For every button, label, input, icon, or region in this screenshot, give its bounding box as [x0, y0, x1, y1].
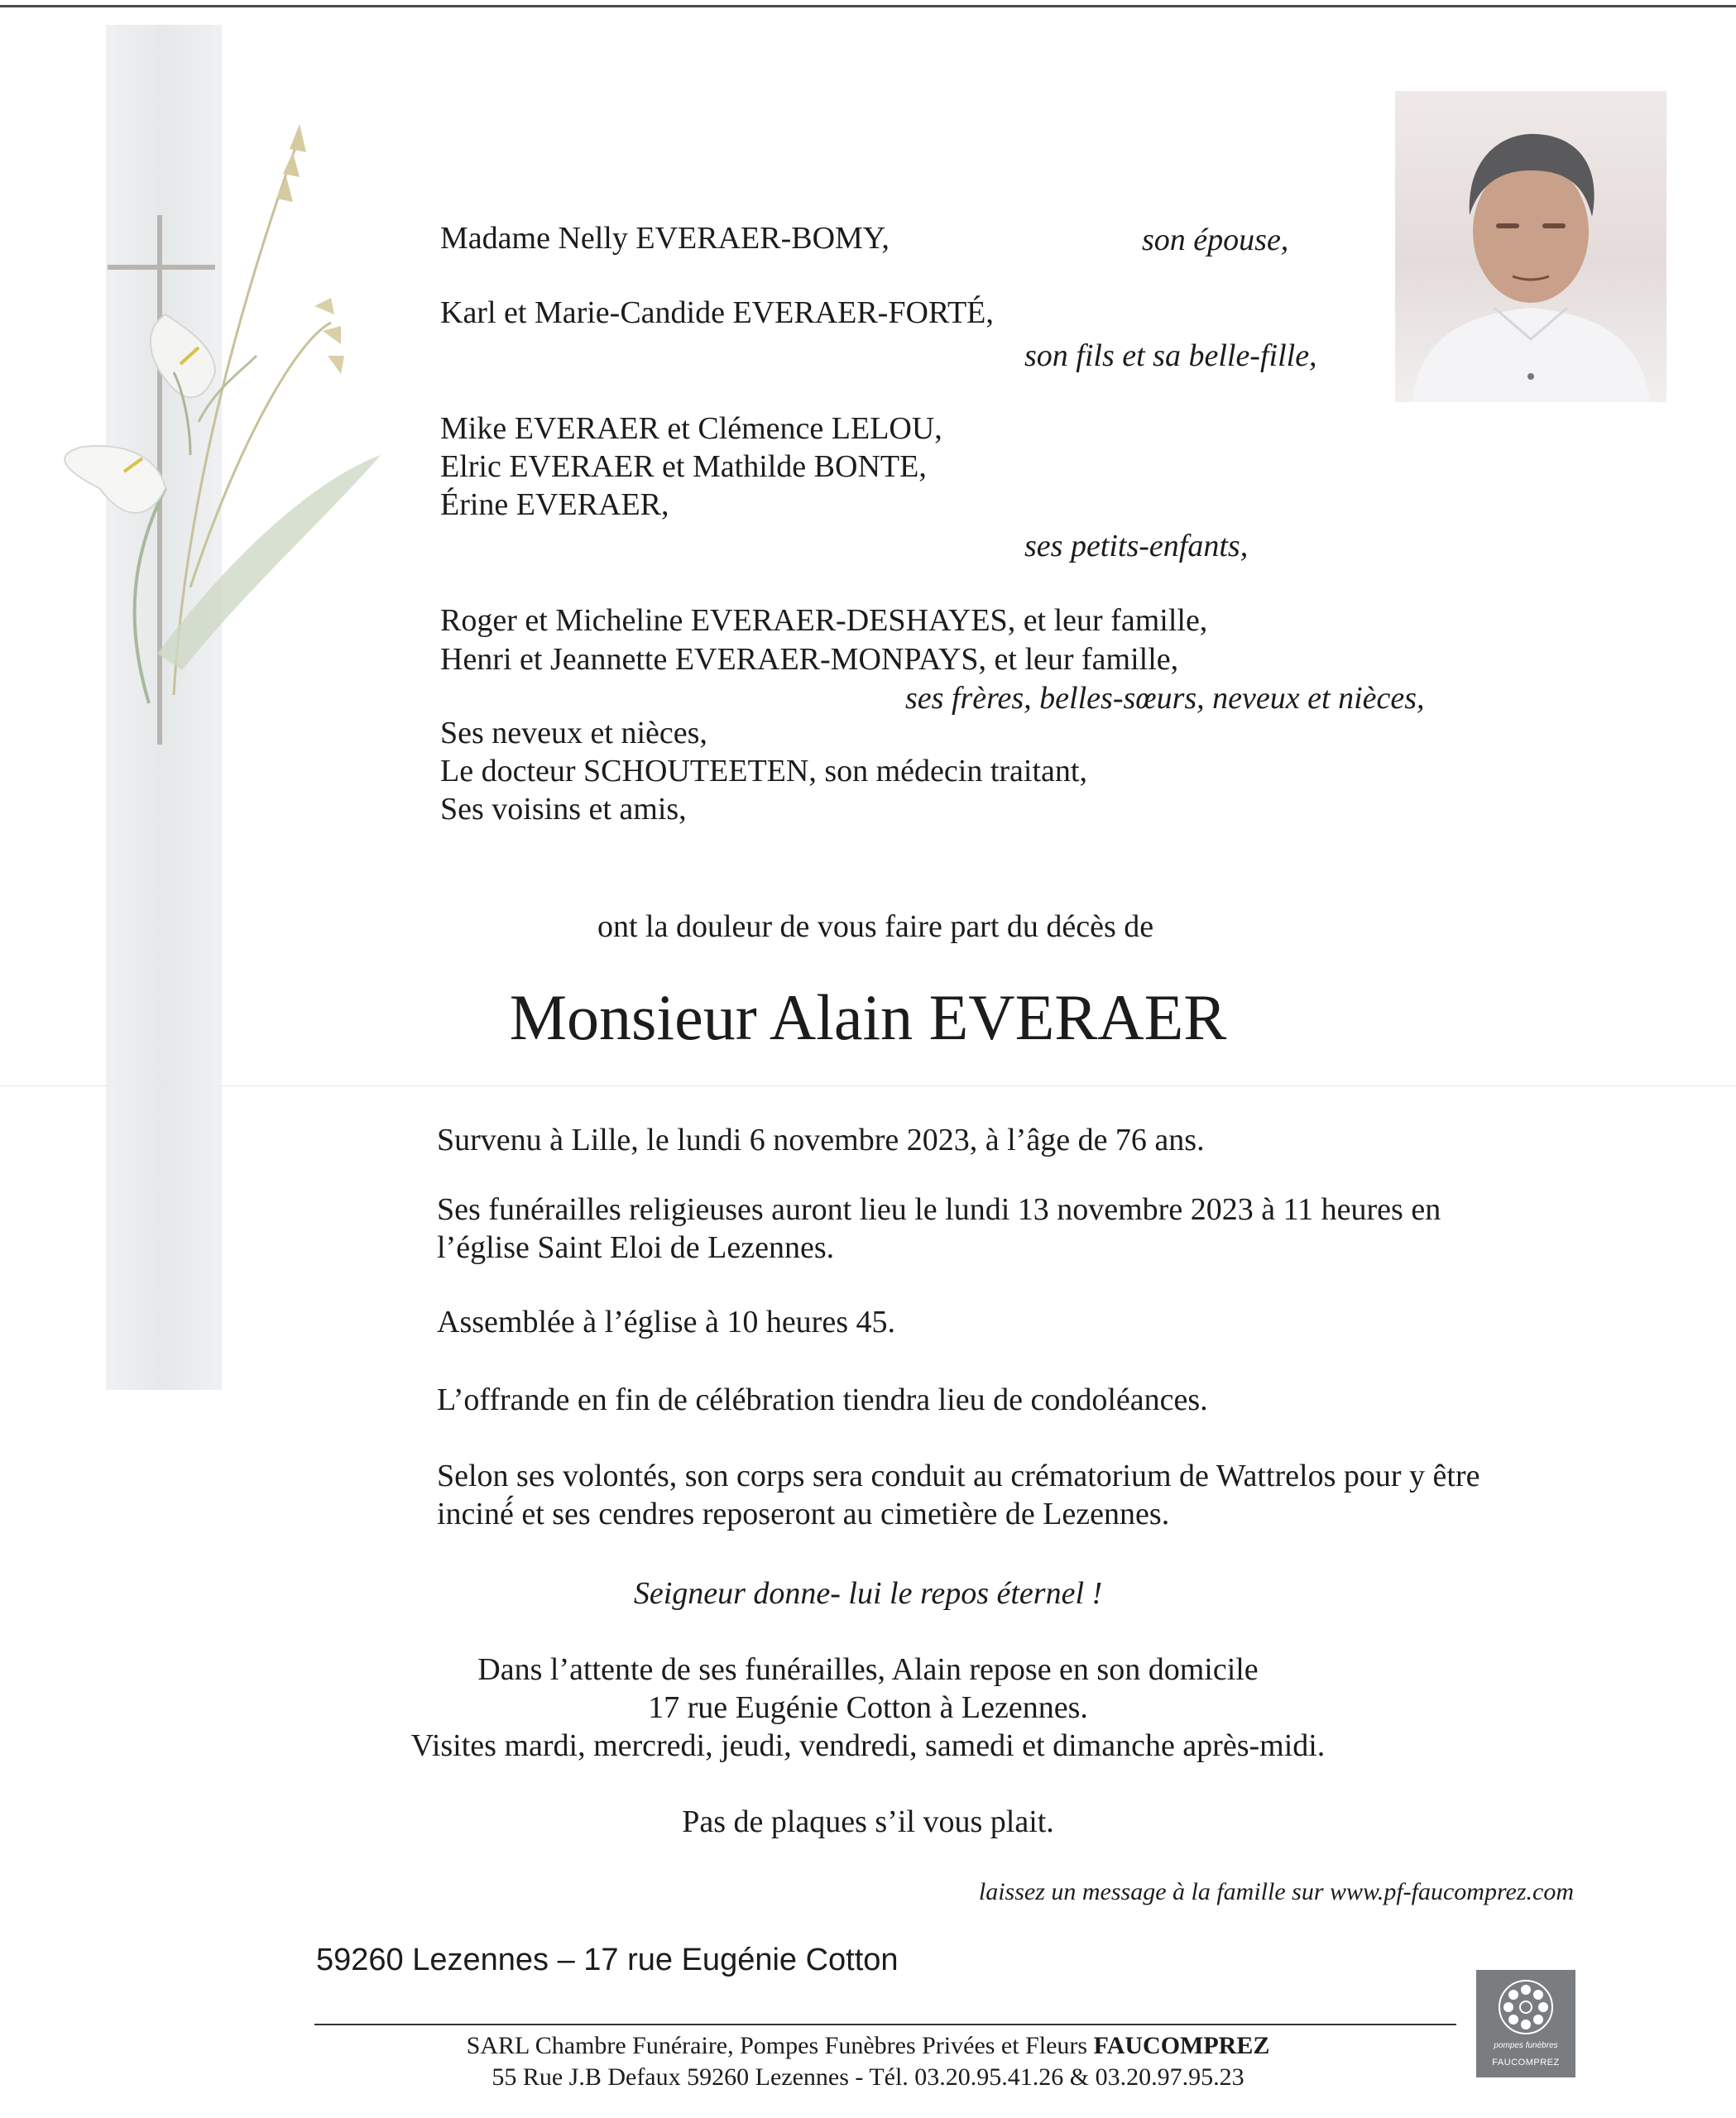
logo-brand: FAUCOMPREZ	[1492, 2058, 1560, 2068]
fold-line	[0, 1085, 1736, 1086]
footer-rule	[314, 2024, 1456, 2025]
footer-contact-line: 55 Rue J.B Defaux 59260 Lezennes - Tél. 03.20.95.41.26 & 03.20.97.95.23	[492, 2063, 1244, 2091]
top-border-line	[0, 5, 1736, 7]
company-logo	[1476, 1970, 1575, 2077]
family-line-grandchild-3: Érine EVERAER,	[440, 487, 669, 522]
family-line-grandchild-1: Mike EVERAER et Clémence LELOU,	[440, 411, 942, 446]
detail-funeral-2: l’église Saint Eloi de Lezennes.	[437, 1230, 835, 1265]
role-son: son fils et sa belle-fille,	[1024, 338, 1317, 373]
family-line-brother-2: Henri et Jeannette EVERAER-MONPAYS, et leur famille,	[440, 642, 1179, 677]
visit-line-2: 17 rue Eugénie Cotton à Lezennes.	[648, 1690, 1088, 1725]
flower-emblem-icon	[1497, 1978, 1555, 2036]
family-line-neighbours: Ses voisins et amis,	[440, 792, 687, 827]
cross-and-lilies-illustration	[50, 124, 381, 753]
family-line-wife: Madame Nelly EVERAER-BOMY,	[440, 221, 890, 256]
footer-company-brand: FAUCOMPREZ	[1093, 2032, 1270, 2059]
prayer-text: Seigneur donne- lui le repos éternel !	[633, 1576, 1103, 1611]
message-link-text: laissez un message à la famille sur www.pf-faucomprez.com	[978, 1878, 1574, 1905]
no-plaques-text: Pas de plaques s’il vous plait.	[682, 1804, 1054, 1839]
deceased-name: Monsieur Alain EVERAER	[509, 981, 1227, 1053]
detail-death: Survenu à Lille, le lundi 6 novembre 2023, à l’âge de 76 ans.	[437, 1123, 1205, 1157]
detail-cremation-1: Selon ses volontés, son corps sera conduit au crématorium de Wattrelos pour y être	[437, 1459, 1480, 1493]
role-wife: son épouse,	[1142, 223, 1289, 257]
visit-line-1: Dans l’attente de ses funérailles, Alain repose en son domicile	[477, 1652, 1259, 1687]
family-line-doctor: Le docteur SCHOUTEETEN, son médecin traitant,	[440, 754, 1087, 788]
home-address: 59260 Lezennes – 17 rue Eugénie Cotton	[316, 1943, 899, 1977]
portrait-photo	[1395, 91, 1666, 402]
detail-cremation-2: inciné́ et ses cendres reposeront au cimetière de Lezennes.	[437, 1497, 1170, 1531]
role-grandchildren: ses petits-enfants,	[1024, 529, 1249, 563]
role-siblings: ses frères, belles-sœurs, neveux et nièces,	[905, 681, 1425, 716]
family-line-nephews: Ses neveux et nièces,	[440, 716, 707, 750]
detail-offering: L’offrande en fin de célébration tiendra lieu de condoléances.	[437, 1382, 1208, 1417]
family-line-son: Karl et Marie-Candide EVERAER-FORTÉ,	[440, 295, 994, 330]
family-line-grandchild-2: Elric EVERAER et Mathilde BONTE,	[440, 449, 927, 484]
announcement-text: ont la douleur de vous faire part du décès de	[597, 909, 1154, 944]
family-line-brother-1: Roger et Micheline EVERAER-DESHAYES, et leur famille,	[440, 603, 1208, 638]
footer-company-prefix: SARL Chambre Funéraire, Pompes Funèbres Privées et Fleurs	[466, 2032, 1094, 2059]
visit-line-3: Visites mardi, mercredi, jeudi, vendredi, samedi et dimanche après-midi.	[410, 1728, 1326, 1763]
detail-funeral-1: Ses funérailles religieuses auront lieu le lundi 13 novembre 2023 à 11 heures en	[437, 1192, 1441, 1227]
detail-assembly: Assemblée à l’église à 10 heures 45.	[437, 1305, 895, 1339]
logo-tagline: pompes funèbres	[1494, 2041, 1558, 2050]
